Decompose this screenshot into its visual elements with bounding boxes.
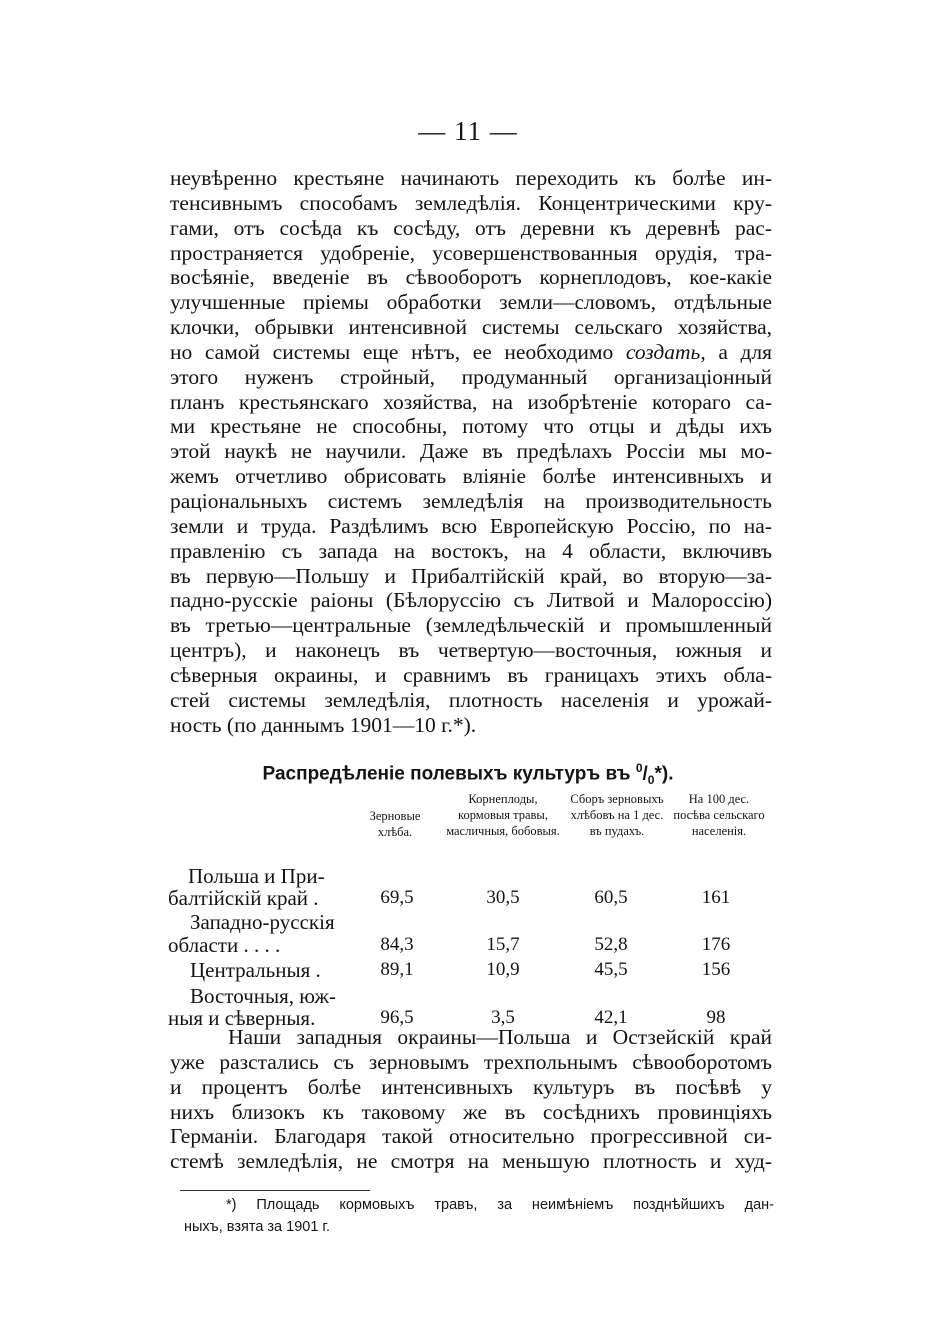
footnote-divider (180, 1190, 370, 1191)
text-line: стемѣ земледѣлія, не смотря на меньшую плотность и худ- (170, 1149, 772, 1174)
table-title-sup: 0 (635, 761, 643, 775)
text-line: правленію съ запада на востокъ, на 4 области, включивъ (170, 538, 772, 563)
table-cell: 42,1 (594, 1007, 628, 1028)
text-line: въ первую—Польшу и Прибалтійскій край, во вторую—за- (170, 563, 772, 588)
table-cell: 156 (701, 959, 731, 980)
table-cell: 161 (701, 887, 731, 908)
column-header-density: На 100 дес. посѣва сельскаго населенія. (673, 792, 765, 838)
table-cell: 84,3 (380, 934, 414, 955)
text-line: восѣяніе, введеніе въ сѣвооборотъ корнеплодовъ, кое-какіе (170, 265, 772, 290)
paragraph-1 (170, 166, 772, 737)
text-line: Германіи. Благодаря такой относительно прогрессивной си- (170, 1124, 772, 1149)
row-label: Центральныя . (190, 958, 321, 982)
table-cell: 176 (701, 934, 731, 955)
table-cell: 45,5 (594, 959, 628, 980)
table-cell: 10,9 (486, 959, 520, 980)
table-title-text: Распредѣленіе полевыхъ культуръ въ (262, 763, 636, 785)
text-fragment: , а для (700, 339, 772, 364)
row-label: Польша и При- (188, 864, 325, 888)
text-line: падно-русскіе раіоны (Бѣлоруссію съ Литвой и Малороссію) (170, 588, 772, 613)
text-line: нихъ близокъ къ таковому же въ сосѣднихъ провинціяхъ (170, 1099, 772, 1124)
text-line: тенсивнымъ способамъ земледѣлія. Концентрическими кру- (170, 190, 772, 215)
text-line: въ третью—центральные (земледѣльческій и промышленный (170, 613, 772, 638)
text-line: стей системы земледѣлія, плотность населенія и урожай- (170, 687, 772, 712)
text-line: и процентъ болѣе интенсивныхъ культуръ въ посѣвѣ у (170, 1074, 772, 1099)
text-line: неувѣренно крестьяне начинають переходить къ болѣе ин- (170, 166, 772, 190)
text-line: гами, отъ сосѣда къ сосѣду, отъ деревни къ деревнѣ рас- (170, 215, 772, 240)
row-label: Восточныя, юж- (190, 984, 336, 1008)
text-line: центръ), и наконецъ въ четвертую—восточныя, южныя и (170, 638, 772, 663)
text-line: сѣверныя окраины, и сравнимъ въ границахъ этихъ обла- (170, 662, 772, 687)
text-line: улучшенные пріемы обработки земли—словомъ, отдѣльные (170, 290, 772, 315)
table-cell: 60,5 (594, 887, 628, 908)
text-line: ность (по даннымъ 1901—10 г.*). (170, 712, 477, 737)
table-cell: 69,5 (380, 887, 414, 908)
text-line-emphasis (170, 340, 772, 365)
paragraph-2 (170, 1025, 772, 1174)
table-cell: 96,5 (380, 1007, 414, 1028)
row-label: Западно-русскія (190, 910, 335, 934)
table-title-end: *). (654, 763, 674, 785)
table-cell: 98 (706, 1007, 726, 1028)
text-line: Наши западныя окраины—Польша и Остзейскій край (228, 1025, 772, 1049)
text-fragment: но самой системы еще нѣтъ, ее необходимо (170, 339, 614, 364)
footnote (184, 1194, 774, 1238)
footnote-line: ныхъ, взята за 1901 г. (184, 1219, 330, 1235)
table-cell: 89,1 (380, 959, 414, 980)
text-line: земли и труда. Раздѣлимъ всю Европейскую Россію, по на- (170, 513, 772, 538)
text-line: уже разстались съ зерновымъ трехпольнымъ сѣвооборотомъ (170, 1049, 772, 1074)
text-line: планъ крестьянскаго хозяйства, на изобрѣтеніе котораго са- (170, 389, 772, 414)
text-line: ми крестьяне не способны, потому что отцы и дѣды ихъ (170, 414, 772, 439)
row-label: области . . . . (168, 933, 281, 957)
footnote-line: *) Площадь кормовыхъ травъ, за неимѣніемъ позднѣйшихъ дан- (226, 1197, 774, 1213)
table-title-slash: / (642, 763, 648, 785)
text-line: этой наукѣ не научили. Даже въ предѣлахъ Россіи мы мо- (170, 439, 772, 464)
row-label: ныя и сѣверныя. (168, 1006, 316, 1030)
column-header-roots: Корнеплоды, кормовыя травы, масличныя, бобовыя. (446, 792, 560, 838)
table-title-sub: 0 (647, 773, 655, 788)
text-line: клочки, обрывки интенсивной системы сельскаго хозяйства, (170, 315, 772, 340)
text-line: пространяется удобреніе, усовершенствованныя орудія, тра- (170, 240, 772, 265)
column-header-yield: Сборъ зерновыхъ хлѣбовъ на 1 дес. въ пудахъ. (570, 792, 664, 838)
table-cell: 15,7 (486, 934, 520, 955)
table-title (0, 761, 936, 787)
table-cell: 30,5 (486, 887, 520, 908)
row-label: балтійскій край . (168, 886, 319, 910)
page-number: — 11 — (418, 116, 518, 146)
table-cell: 52,8 (594, 934, 628, 955)
column-header-grain: Зерновые хлѣба. (369, 809, 421, 839)
text-line: раціональныхъ системъ земледѣлія на производительность (170, 488, 772, 513)
table-cell: 3,5 (491, 1007, 515, 1028)
text-line: этого нуженъ стройный, продуманный организаціонный (170, 364, 772, 389)
text-line: жемъ отчетливо обрисовать вліяніе болѣе интенсивныхъ и (170, 464, 772, 489)
emphasis-word: создать (625, 339, 701, 364)
